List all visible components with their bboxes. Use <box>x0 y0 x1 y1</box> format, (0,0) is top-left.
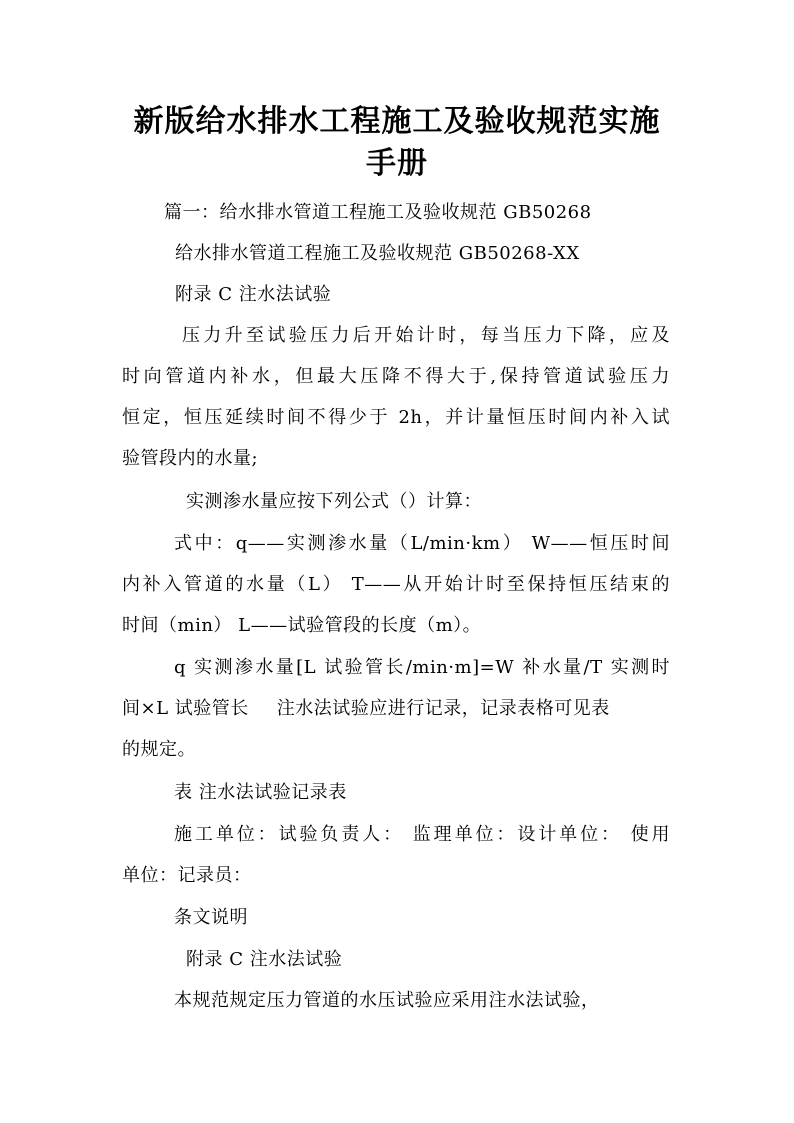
paragraph-3-line-2-part-a: 间×L 试验管长 <box>122 698 249 719</box>
document-title-line-2: 手册 <box>366 146 428 181</box>
table-title: 表 注水法试验记录表 <box>174 782 347 803</box>
paragraph-2-line-3: 时间（min） L——试验管段的长度（m）。 <box>122 615 482 636</box>
heading-part-one: 篇一：给水排水管道工程施工及验收规范 GB50268 <box>164 202 592 223</box>
formula-intro: 实测渗水量应按下列公式（）计算： <box>186 491 482 512</box>
paragraph-3-line-2-part-b: 注水法试验应进行记录，记录表格可见表 <box>276 698 610 719</box>
heading-standard: 给水排水管道工程施工及验收规范 GB50268-XX <box>175 243 580 264</box>
paragraph-2-line-2: 内补入管道的水量（L） T——从开始计时至保持恒压结束的 <box>122 574 670 595</box>
paragraph-1-line-2: 时向管道内补水，但最大压降不得大于,保持管道试验压力 <box>122 366 670 387</box>
paragraph-1-line-4: 验管段内的水量; <box>122 448 259 469</box>
heading-appendix-c: 附录 C 注水法试验 <box>175 284 332 305</box>
paragraph-3-line-1: q 实测渗水量[L 试验管长/min·m]=W 补水量/T 实测时 <box>174 657 670 678</box>
appendix-c-heading-2: 附录 C 注水法试验 <box>186 949 343 970</box>
paragraph-1-line-1: 压力升至试验压力后开始计时，每当压力下降，应及 <box>182 325 670 346</box>
paragraph-4-line-1: 本规范规定压力管道的水压试验应采用注水法试验， <box>174 990 600 1011</box>
document-title-line-1: 新版给水排水工程施工及验收规范实施 <box>133 104 661 139</box>
paragraph-1-line-3: 恒定，恒压延续时间不得少于 2h，并计量恒压时间内补入试 <box>122 407 670 428</box>
record-units-line-2: 单位：记录员： <box>122 865 252 886</box>
paragraph-3-line-3: 的规定。 <box>122 739 196 760</box>
record-units-line-1: 施工单位：试验负责人： 监理单位：设计单位： 使用 <box>174 824 670 845</box>
paragraph-3-line-2 <box>122 696 610 722</box>
paragraph-2-line-1: 式中：q——实测渗水量（L/min·km） W——恒压时间 <box>174 533 670 554</box>
explanation-heading: 条文说明 <box>174 907 248 928</box>
